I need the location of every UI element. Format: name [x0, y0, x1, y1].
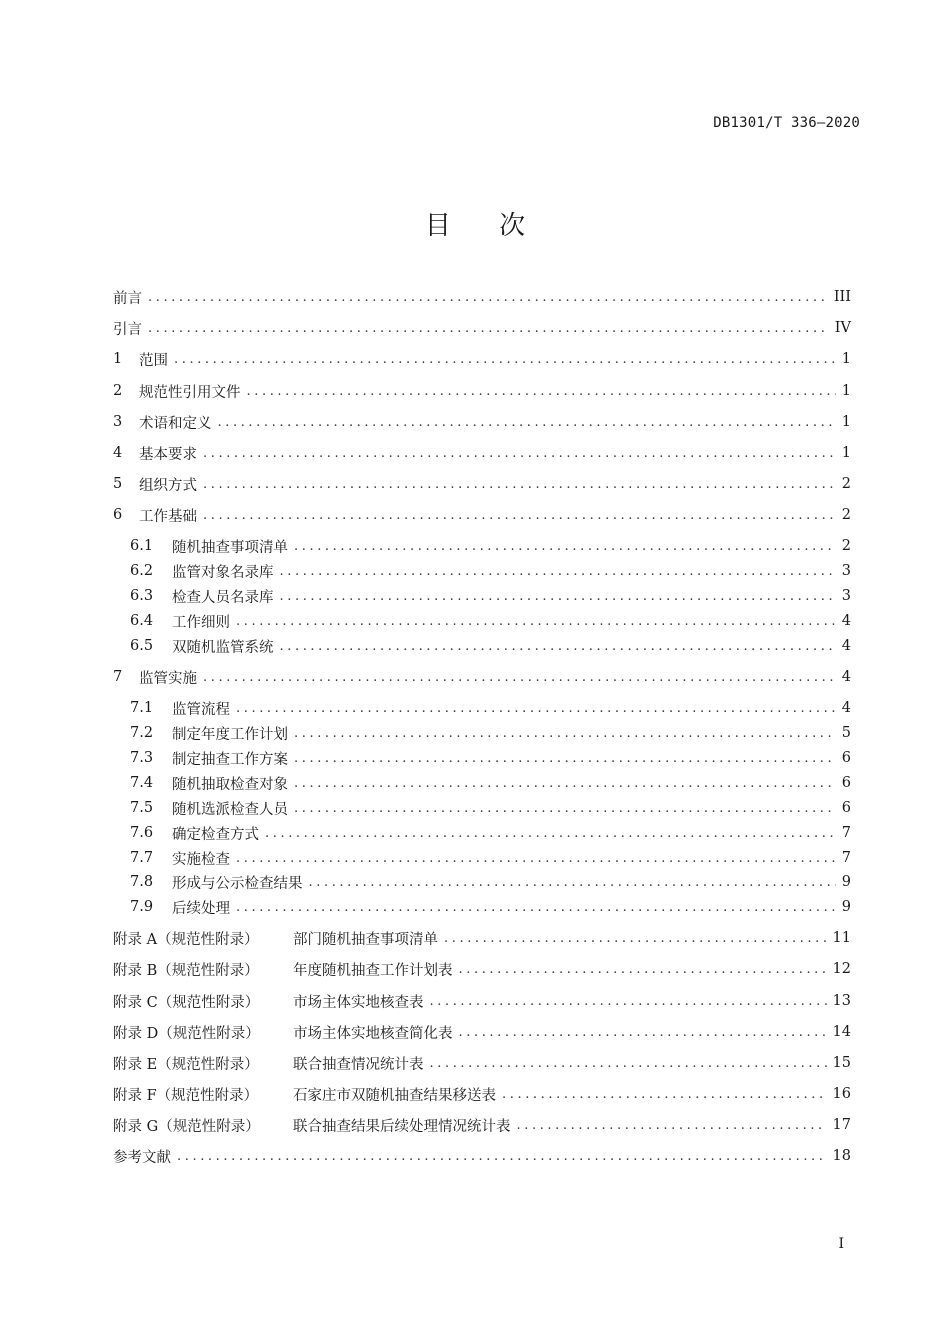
- dot-leader: [148, 290, 828, 305]
- toc-label: 石家庄市双随机抽查结果移送表: [293, 1087, 496, 1104]
- toc-number: 6.3: [130, 588, 154, 604]
- toc-number: 7.9: [130, 899, 154, 915]
- toc-entry-7-8[interactable]: [130, 871, 851, 893]
- toc-entry-4[interactable]: [113, 442, 851, 464]
- toc-number: 3: [113, 414, 123, 430]
- toc-label: 监管流程: [172, 701, 230, 718]
- toc-entry-6-2[interactable]: [130, 560, 851, 582]
- toc-page: 5: [841, 725, 851, 741]
- toc-entry-6-4[interactable]: [130, 610, 851, 632]
- toc-number: 7.1: [130, 700, 154, 716]
- dot-leader: [294, 751, 836, 766]
- dot-leader: [517, 1118, 827, 1133]
- toc-page: 11: [832, 930, 851, 946]
- dot-leader: [430, 994, 827, 1009]
- toc-page: 3: [841, 563, 851, 579]
- appendix-prefix: 附录 A（规范性附录）: [113, 931, 259, 948]
- toc-page: 1: [841, 445, 851, 461]
- toc-page: 16: [832, 1086, 851, 1102]
- dot-leader: [294, 726, 836, 741]
- toc-entry-appendix-f[interactable]: [113, 1083, 851, 1105]
- toc-label: 实施检查: [172, 851, 230, 868]
- toc-entry-7-7[interactable]: [130, 847, 851, 869]
- toc-entry-7-4[interactable]: [130, 772, 851, 794]
- toc-entry-1[interactable]: [113, 348, 851, 370]
- toc-entry-appendix-c[interactable]: [113, 990, 851, 1012]
- dot-leader: [294, 539, 836, 554]
- toc-label: 制定抽查工作方案: [172, 751, 288, 768]
- toc-page: 2: [841, 476, 851, 492]
- toc-entry-appendix-g[interactable]: [113, 1114, 851, 1136]
- dot-leader: [309, 875, 836, 890]
- toc-label: 随机抽取检查对象: [172, 776, 288, 793]
- appendix-prefix: 附录 C（规范性附录）: [113, 994, 260, 1011]
- dot-leader: [280, 639, 836, 654]
- toc-entry-appendix-b[interactable]: [113, 958, 851, 980]
- dot-leader: [459, 1025, 827, 1040]
- toc-label: 市场主体实地核查表: [293, 994, 424, 1011]
- toc-page: 6: [841, 750, 851, 766]
- toc-number: 7.6: [130, 825, 154, 841]
- appendix-prefix: 附录 D（规范性附录）: [113, 1025, 260, 1042]
- dot-leader: [430, 1056, 827, 1071]
- toc-page: 6: [841, 775, 851, 791]
- toc-label: 随机抽查事项清单: [172, 539, 288, 556]
- toc-entry-6-1[interactable]: [130, 535, 851, 557]
- toc-label: 双随机监管系统: [172, 639, 274, 656]
- toc-entry-preface[interactable]: [113, 286, 851, 308]
- dot-leader: [218, 415, 836, 430]
- appendix-prefix: 附录 F（规范性附录）: [113, 1087, 259, 1104]
- toc-entry-appendix-a[interactable]: [113, 927, 851, 949]
- toc-number: 7.4: [130, 775, 154, 791]
- toc-number: 4: [113, 445, 123, 461]
- toc-page: 9: [841, 899, 851, 915]
- dot-leader: [294, 801, 836, 816]
- toc-entry-7-3[interactable]: [130, 747, 851, 769]
- toc-entry-7-6[interactable]: [130, 822, 851, 844]
- toc-number: 6.5: [130, 638, 154, 654]
- toc-number: 7.2: [130, 725, 154, 741]
- dot-leader: [294, 776, 836, 791]
- dot-leader: [174, 352, 836, 367]
- dot-leader: [177, 1149, 827, 1164]
- dot-leader: [236, 900, 836, 915]
- toc-entry-7[interactable]: [113, 666, 851, 688]
- toc-entry-7-9[interactable]: [130, 896, 851, 918]
- toc-label: 确定检查方式: [172, 826, 259, 843]
- dot-leader: [280, 589, 836, 604]
- toc-label: 组织方式: [139, 477, 197, 494]
- toc-entry-appendix-e[interactable]: [113, 1052, 851, 1074]
- toc-label: 参考文献: [113, 1149, 171, 1166]
- toc-page: 4: [841, 669, 851, 685]
- toc-label: 制定年度工作计划: [172, 726, 288, 743]
- toc-number: 7.5: [130, 800, 154, 816]
- dot-leader: [247, 384, 836, 399]
- toc-page: 2: [841, 538, 851, 554]
- dot-leader: [236, 851, 836, 866]
- toc-label: 工作细则: [172, 614, 230, 631]
- toc-label: 基本要求: [139, 446, 197, 463]
- toc-page: 7: [841, 825, 851, 841]
- toc-page: 1: [841, 414, 851, 430]
- dot-leader: [459, 962, 827, 977]
- toc-label: 市场主体实地核查简化表: [293, 1025, 453, 1042]
- toc-number: 7: [113, 669, 123, 685]
- dot-leader: [203, 446, 836, 461]
- toc-number: 6: [113, 507, 123, 523]
- toc-page: 2: [841, 507, 851, 523]
- toc-label: 引言: [113, 321, 142, 338]
- toc-number: 2: [113, 383, 123, 399]
- page-number: I: [838, 1236, 844, 1252]
- toc-page: 4: [841, 638, 851, 654]
- dot-leader: [203, 670, 836, 685]
- toc-entry-5[interactable]: [113, 473, 851, 495]
- toc-label: 规范性引用文件: [139, 384, 241, 401]
- toc-label: 联合抽查情况统计表: [293, 1056, 424, 1073]
- dot-leader: [280, 564, 836, 579]
- toc-number: 5: [113, 476, 123, 492]
- toc-page: 4: [841, 700, 851, 716]
- toc-label: 检查人员名录库: [172, 589, 274, 606]
- toc-entry-7-1[interactable]: [130, 697, 851, 719]
- appendix-prefix: 附录 B（规范性附录）: [113, 962, 259, 979]
- toc-number: 6.1: [130, 538, 154, 554]
- toc-entry-6[interactable]: [113, 504, 851, 526]
- dot-leader: [502, 1087, 827, 1102]
- toc-label: 监管实施: [139, 670, 197, 687]
- toc-entry-3[interactable]: [113, 411, 851, 433]
- toc-number: 7.7: [130, 850, 154, 866]
- toc-number: 7.3: [130, 750, 154, 766]
- toc-page: 12: [832, 961, 851, 977]
- toc-label: 联合抽查结果后续处理情况统计表: [293, 1118, 511, 1135]
- dot-leader: [444, 931, 827, 946]
- dot-leader: [203, 508, 836, 523]
- toc-label: 术语和定义: [139, 415, 212, 432]
- toc-page: IV: [834, 320, 851, 336]
- dot-leader: [265, 826, 836, 841]
- toc-label: 形成与公示检查结果: [172, 875, 303, 892]
- toc-page: III: [833, 289, 851, 305]
- toc-entry-2[interactable]: [113, 380, 851, 402]
- toc-entry-references[interactable]: [113, 1145, 851, 1167]
- toc-page: 17: [832, 1117, 851, 1133]
- toc-number: 6.4: [130, 613, 154, 629]
- toc-page: 14: [832, 1024, 851, 1040]
- dot-leader: [236, 614, 836, 629]
- toc-entry-appendix-d[interactable]: [113, 1021, 851, 1043]
- toc-number: 6.2: [130, 563, 154, 579]
- toc-entry-6-5[interactable]: [130, 635, 851, 657]
- toc-entry-introduction[interactable]: [113, 317, 851, 339]
- toc-label: 部门随机抽查事项清单: [293, 931, 438, 948]
- toc-label: 随机选派检查人员: [172, 801, 288, 818]
- dot-leader: [203, 477, 836, 492]
- toc-page: 7: [841, 850, 851, 866]
- appendix-prefix: 附录 G（规范性附录）: [113, 1118, 260, 1135]
- page-title: 目 次: [424, 211, 546, 241]
- toc-page: 18: [832, 1148, 851, 1164]
- toc-page: 3: [841, 588, 851, 604]
- toc-number: 1: [113, 351, 123, 367]
- toc-label: 前言: [113, 290, 142, 307]
- dot-leader: [236, 701, 836, 716]
- document-id: DB1301/T 336—2020: [713, 115, 860, 131]
- appendix-prefix: 附录 E（规范性附录）: [113, 1056, 259, 1073]
- toc-page: 15: [832, 1055, 851, 1071]
- toc-entry-7-5[interactable]: [130, 797, 851, 819]
- toc-label: 监管对象名录库: [172, 564, 274, 581]
- toc-label: 工作基础: [139, 508, 197, 525]
- dot-leader: [148, 321, 829, 336]
- toc-page: 1: [841, 351, 851, 367]
- toc-entry-7-2[interactable]: [130, 722, 851, 744]
- toc-page: 6: [841, 800, 851, 816]
- toc-page: 9: [841, 874, 851, 890]
- toc-page: 1: [841, 383, 851, 399]
- toc-number: 7.8: [130, 874, 154, 890]
- toc-label: 年度随机抽查工作计划表: [293, 962, 453, 979]
- toc-entry-6-3[interactable]: [130, 585, 851, 607]
- toc-label: 范围: [139, 352, 168, 369]
- toc-page: 4: [841, 613, 851, 629]
- toc-label: 后续处理: [172, 900, 230, 917]
- toc-page: 13: [832, 993, 851, 1009]
